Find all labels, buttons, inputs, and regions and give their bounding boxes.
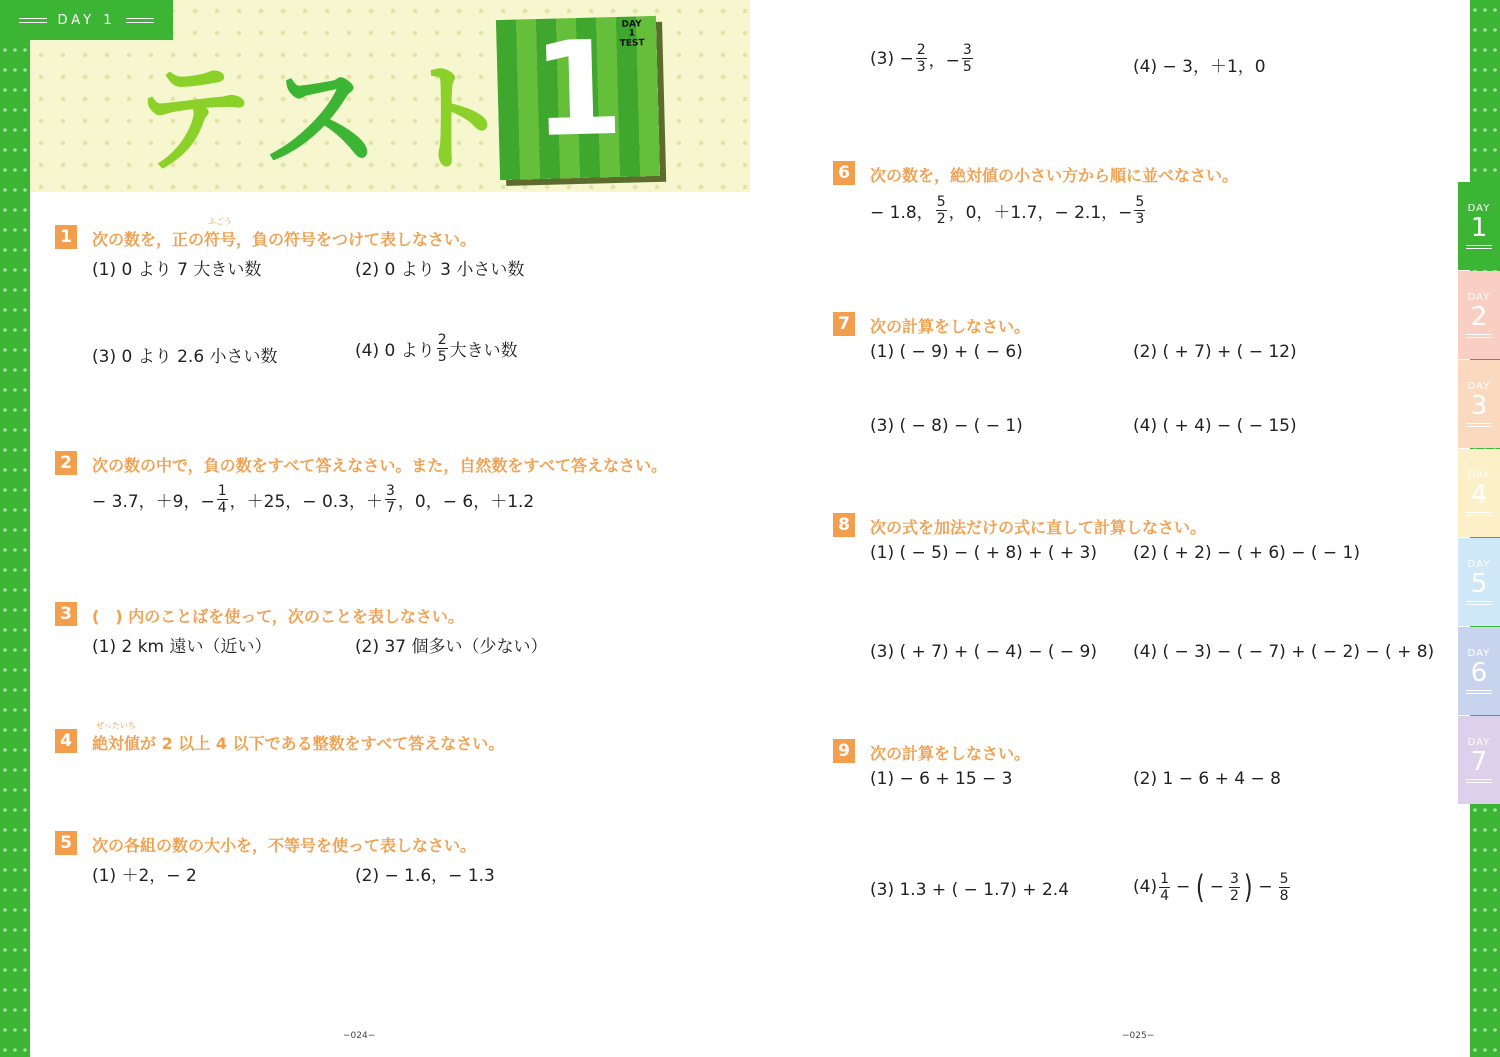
- day-tab-label: DAY: [1467, 648, 1491, 660]
- q1-item-4: [355, 333, 518, 364]
- q1-text-a: 次の数を，正の: [92, 230, 205, 249]
- q7-item-1: (1) ( − 9) + ( − 6): [870, 342, 1023, 362]
- denominator: 5: [437, 349, 447, 365]
- question-3-text: ( ) 内のことばを使って，次のことを表しなさい。: [92, 607, 464, 626]
- ruby-fugo: [204, 217, 237, 250]
- question-6-text: 次の数を，絶対値の小さい方から順に並べなさい。: [870, 166, 1239, 185]
- day-tab-1[interactable]: [1458, 182, 1500, 270]
- day-tab-label: DAY: [1467, 203, 1491, 215]
- denominator: 3: [916, 59, 926, 75]
- question-4-text: [92, 721, 505, 754]
- q1-text-b: ，負の符号をつけて表しなさい。: [236, 230, 477, 249]
- day-tab-7[interactable]: [1458, 716, 1500, 804]
- q1-item-4-pre: (4) 0 より: [355, 341, 435, 361]
- q5-item-3: [870, 43, 975, 74]
- question-number-6: 6: [833, 161, 855, 185]
- q1-item-1: (1) 0 より 7 大きい数: [92, 260, 262, 280]
- title-char-3: ト: [394, 50, 527, 188]
- day-tab-number: 4: [1470, 480, 1488, 511]
- ruby-base: 符号: [204, 230, 237, 249]
- badge-subtitle: [619, 20, 645, 49]
- question-number-5: 5: [55, 831, 77, 855]
- q6-number-list: [870, 195, 1147, 226]
- q9-item-4: [1133, 868, 1292, 906]
- numerator: 5: [1135, 194, 1145, 210]
- q9-item-2: (2) 1 − 6 + 4 − 8: [1133, 769, 1281, 789]
- day-tab-3[interactable]: [1458, 360, 1500, 448]
- question-8-text: 次の式を加法だけの式に直して計算しなさい。: [870, 518, 1207, 537]
- denominator: 5: [962, 59, 972, 75]
- q7-item-2: (2) ( + 7) + ( − 12): [1133, 342, 1297, 362]
- question-number-8: 8: [833, 513, 855, 537]
- fraction: [1279, 872, 1290, 903]
- fraction: [962, 43, 973, 74]
- denominator: 3: [1135, 211, 1145, 227]
- fraction: [1134, 195, 1145, 226]
- numerator: 3: [962, 42, 972, 58]
- numerator: 3: [386, 483, 395, 499]
- fraction: [1229, 872, 1240, 903]
- day-tab-number: 3: [1470, 391, 1488, 422]
- q8-item-4: (4) ( − 3) − ( − 7) + ( − 2) − ( + 8): [1133, 642, 1435, 662]
- denominator: 4: [217, 500, 227, 516]
- q7-item-4: (4) ( + 4) − ( − 15): [1133, 416, 1297, 436]
- fraction: [217, 484, 228, 515]
- day-tab-label: DAY: [1467, 470, 1491, 482]
- q1-item-4-post: 大きい数: [449, 341, 518, 361]
- q9-item-1: (1) − 6 + 15 − 3: [870, 769, 1013, 789]
- question-5-text: 次の各組の数の大小を，不等号を使って表しなさい。: [92, 836, 477, 855]
- question-9-text: 次の計算をしなさい。: [870, 744, 1031, 763]
- q7-item-3: (3) ( − 8) − ( − 1): [870, 416, 1023, 436]
- day-tab-rule: [1466, 245, 1492, 249]
- question-number-2: 2: [55, 451, 77, 475]
- q3-item-2: (2) 37 個多い（少ない）: [355, 637, 548, 657]
- q6-part-2: ，0，＋1.7，− 2.1，−: [948, 203, 1133, 223]
- numerator: 5: [936, 194, 946, 210]
- day-tab-4[interactable]: [1458, 449, 1500, 537]
- question-number-3: 3: [55, 602, 77, 626]
- question-7-text: 次の計算をしなさい。: [870, 317, 1031, 336]
- day-tab-rule: [1466, 512, 1492, 516]
- day-tab-6[interactable]: [1458, 627, 1500, 715]
- q4-text-body: が 2 以上 4 以下である整数をすべて答えなさい。: [140, 734, 505, 753]
- q2-number-list: [92, 484, 534, 515]
- q9-item-3: (3) 1.3 + ( − 1.7) + 2.4: [870, 880, 1070, 900]
- q1-item-3: (3) 0 より 2.6 小さい数: [92, 347, 278, 367]
- badge-sub-day: DAY: [621, 19, 642, 30]
- badge-sub-num: 1: [628, 28, 636, 40]
- numerator: 3: [1230, 870, 1239, 887]
- day-tab-5[interactable]: [1458, 538, 1500, 626]
- ruby-zettaichi: [92, 721, 141, 754]
- question-number-7: 7: [833, 312, 855, 336]
- day-tab-rule: [1466, 334, 1492, 338]
- q2-part-1: − 3.7，＋9，−: [92, 492, 215, 512]
- q8-item-3: (3) ( + 7) + ( − 4) − ( − 9): [870, 642, 1097, 662]
- q8-item-2: (2) ( + 2) − ( + 6) − ( − 1): [1133, 543, 1360, 563]
- question-number-1: 1: [55, 225, 77, 249]
- question-number-9: 9: [833, 739, 855, 763]
- day-tab-rule: [1466, 423, 1492, 427]
- q5-item-3-mid: ，−: [928, 51, 960, 71]
- denominator: 8: [1279, 887, 1289, 904]
- badge-number: 1: [530, 11, 625, 167]
- q5-item-4: (4) − 3，＋1，0: [1133, 57, 1266, 77]
- numerator: 2: [916, 42, 926, 58]
- title-char-1: テ: [135, 50, 263, 188]
- denominator: 2: [1230, 887, 1239, 904]
- page-number-left: −024−: [343, 1031, 376, 1041]
- day-tab-number: 1: [1470, 213, 1488, 244]
- title-char-2: ス: [262, 50, 395, 188]
- minus-sign: −: [1176, 877, 1191, 897]
- q5-item-1: (1) ＋2，− 2: [92, 866, 197, 886]
- left-paren: (: [1196, 868, 1205, 906]
- denominator: 4: [1160, 887, 1170, 904]
- ruby-text: ふごう: [208, 217, 233, 226]
- tag-rule-right: [126, 18, 154, 23]
- fraction: [385, 484, 396, 515]
- left-edge-strip: [0, 0, 30, 1057]
- day-tag: [0, 0, 173, 40]
- day-tab-number: 7: [1470, 747, 1488, 778]
- tag-rule-left: [19, 18, 47, 23]
- day-tab-label: DAY: [1467, 292, 1491, 304]
- fraction: [1159, 872, 1170, 903]
- day-tab-number: 2: [1470, 302, 1488, 333]
- denominator: 2: [936, 211, 946, 227]
- day-tag-label: DAY 1: [57, 12, 116, 28]
- page-title: [135, 50, 527, 188]
- q5-item-2: (2) − 1.6，− 1.3: [355, 866, 495, 886]
- day-tab-label: DAY: [1467, 737, 1491, 749]
- ruby-text: ぜったいち: [96, 721, 136, 730]
- fraction: [916, 43, 927, 74]
- day-tab-number: 6: [1470, 658, 1488, 689]
- ruby-base: 絶対値: [92, 734, 141, 753]
- numerator: 1: [1160, 870, 1170, 887]
- question-number-4: 4: [55, 729, 77, 753]
- day-tab-number: 5: [1470, 569, 1488, 600]
- numerator: 2: [437, 332, 447, 348]
- fraction: [936, 195, 947, 226]
- q2-part-2: ，＋25，− 0.3，＋: [229, 492, 383, 512]
- denominator: 7: [386, 500, 395, 516]
- minus-sign: −: [1258, 877, 1273, 897]
- q9-item-4-pre: (4): [1133, 877, 1158, 897]
- day-tab-rule: [1466, 601, 1492, 605]
- minus-sign: −: [1209, 877, 1224, 897]
- question-2-text: 次の数の中で，負の数をすべて答えなさい。また，自然数をすべて答えなさい。: [92, 456, 668, 475]
- q6-part-1: − 1.8，: [870, 203, 934, 223]
- page-number-right: −025−: [1122, 1031, 1155, 1041]
- right-paren: ): [1243, 868, 1253, 906]
- q8-item-1: (1) ( − 5) − ( + 8) + ( + 3): [870, 543, 1097, 563]
- day-tab-2[interactable]: [1458, 271, 1500, 359]
- day-tab-rule: [1466, 779, 1492, 783]
- q1-item-2: (2) 0 より 3 小さい数: [355, 260, 525, 280]
- q2-part-3: ，0，− 6，＋1.2: [397, 492, 535, 512]
- question-1-text: [92, 217, 477, 250]
- q5-item-3-pre: (3) −: [870, 48, 914, 69]
- fraction: [437, 333, 448, 364]
- day-tab-rule: [1466, 690, 1492, 694]
- q3-item-1: (1) 2 km 遠い（近い）: [92, 637, 272, 657]
- numerator: 1: [217, 483, 227, 499]
- numerator: 5: [1279, 870, 1289, 887]
- badge-sub-test: TEST: [619, 38, 645, 49]
- day-tab-label: DAY: [1467, 559, 1491, 571]
- day-tab-label: DAY: [1467, 381, 1491, 393]
